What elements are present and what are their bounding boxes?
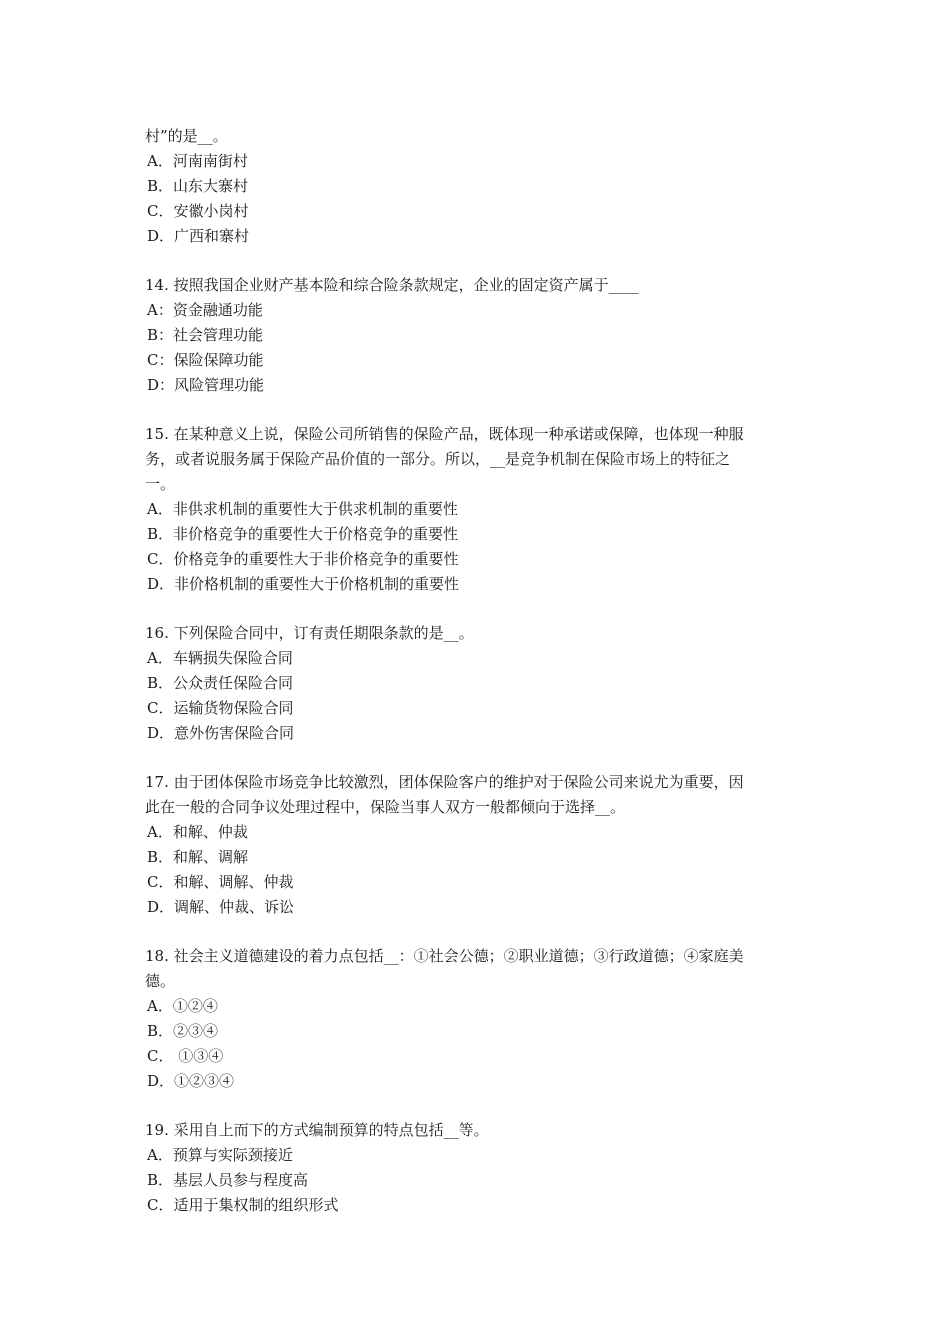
question-19-stem: 19. 采用自上而下的方式编制预算的特点包括__等。 [145, 1121, 489, 1139]
question-15-stem-line-2: 务，或者说服务属于保险产品价值的一部分。所以，__是竞争机制在保险市场上的特征之 [145, 450, 731, 468]
question-19-option-b: B．基层人员参与程度高 [147, 1171, 309, 1189]
question-13 [145, 124, 810, 249]
question-13-stem: 村”的是__。 [145, 127, 228, 145]
question-15-option-d: D．非价格机制的重要性大于价格机制的重要性 [147, 575, 460, 593]
question-14 [145, 273, 810, 398]
question-15-option-a: A．非供求机制的重要性大于供求机制的重要性 [147, 500, 458, 518]
question-18-stem-line-1: 18. 社会主义道德建设的着力点包括__：①社会公德；②职业道德；③行政道德；④家庭美 [145, 947, 744, 965]
question-18-stem-line-2: 德。 [145, 972, 176, 990]
question-17-option-c: C．和解、调解、仲裁 [147, 873, 294, 891]
question-16 [145, 621, 810, 746]
question-18 [145, 944, 810, 1094]
question-16-option-b: B．公众责任保险合同 [147, 674, 294, 692]
question-16-stem: 16. 下列保险合同中，订有责任期限条款的是__。 [145, 624, 474, 642]
question-13-option-b: B．山东大寨村 [147, 177, 249, 195]
spacer [145, 597, 810, 621]
spacer [145, 1094, 810, 1118]
question-18-option-a: A．①②④ [147, 997, 218, 1015]
question-17-option-d: D．调解、仲裁、诉讼 [147, 898, 295, 916]
question-17-option-a: A．和解、仲裁 [147, 823, 248, 841]
question-13-option-a: A．河南南街村 [147, 152, 248, 170]
question-19-option-a: A．预算与实际颈接近 [147, 1146, 293, 1164]
question-15 [145, 422, 810, 597]
spacer [145, 920, 810, 944]
spacer [145, 398, 810, 422]
question-18-option-b: B．②③④ [147, 1022, 219, 1040]
question-19 [145, 1118, 810, 1218]
question-15-stem-line-3: 一。 [145, 475, 176, 493]
question-19-option-c: C．适用于集权制的组织形式 [147, 1196, 339, 1214]
question-13-option-c: C．安徽小岗村 [147, 202, 249, 220]
question-14-option-b: B：社会管理功能 [147, 326, 264, 344]
question-14-stem: 14. 按照我国企业财产基本险和综合险条款规定，企业的固定资产属于____ [145, 276, 639, 294]
question-13-option-d: D．广西和寨村 [147, 227, 250, 245]
question-15-option-c: C．价格竞争的重要性大于非价格竞争的重要性 [147, 550, 459, 568]
question-16-option-c: C．运输货物保险合同 [147, 699, 294, 717]
question-18-option-c: C． ①③④ [147, 1047, 224, 1065]
question-16-option-d: D．意外伤害保险合同 [147, 724, 295, 742]
question-14-option-d: D：风险管理功能 [147, 376, 265, 394]
question-17-stem-line-2: 此在一般的合同争议处理过程中，保险当事人双方一般都倾向于选择__。 [145, 798, 626, 816]
question-14-option-c: C：保险保障功能 [147, 351, 264, 369]
question-14-option-a: A：资金融通功能 [147, 301, 263, 319]
question-16-option-a: A．车辆损失保险合同 [147, 649, 293, 667]
spacer [145, 249, 810, 273]
question-17-option-b: B．和解、调解 [147, 848, 249, 866]
question-15-stem-line-1: 15. 在某种意义上说，保险公司所销售的保险产品，既体现一种承诺或保障，也体现一种服 [145, 425, 744, 443]
spacer [145, 746, 810, 770]
question-17-stem-line-1: 17. 由于团体保险市场竞争比较激烈，团体保险客户的维护对于保险公司来说尤为重要，因 [145, 773, 744, 791]
question-18-option-d: D．①②③④ [147, 1072, 235, 1090]
question-17 [145, 770, 810, 920]
question-15-option-b: B．非价格竞争的重要性大于价格竞争的重要性 [147, 525, 459, 543]
